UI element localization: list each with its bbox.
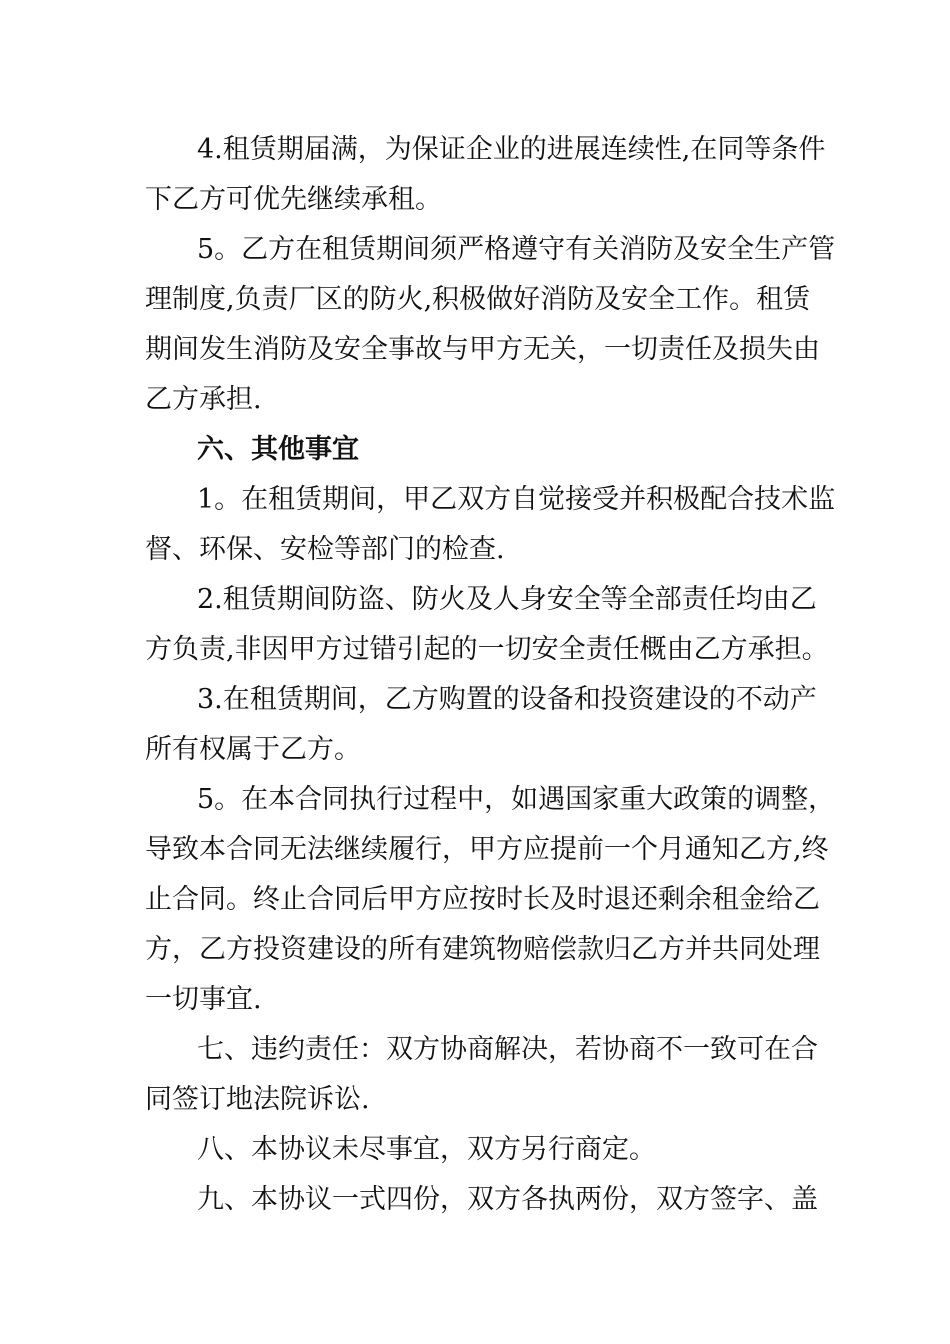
- text-line: 同签订地法院诉讼.: [145, 1084, 370, 1115]
- text-line: 督、环保、安检等部门的检查.: [145, 534, 505, 565]
- text-line: 2.租赁期间防盗、防火及人身安全等全部责任均由乙: [197, 584, 817, 615]
- text-line: 期间发生消防及安全事故与甲方无关，一切责任及损失由: [145, 334, 820, 365]
- text-line: 5。乙方在租赁期间须严格遵守有关消防及安全生产管: [197, 234, 836, 265]
- text-line: 导致本合同无法继续履行，甲方应提前一个月通知乙方,终: [145, 834, 829, 865]
- text-line: 所有权属于乙方。: [145, 734, 361, 765]
- text-line: 方，乙方投资建设的所有建筑物赔偿款归乙方并共同处理: [145, 934, 820, 965]
- text-line: 七、违约责任：双方协商解决，若协商不一致可在合: [197, 1034, 818, 1065]
- text-line: 3.在租赁期间，乙方购置的设备和投资建设的不动产: [197, 684, 817, 715]
- text-line: 4.租赁期届满，为保证企业的进展连续性,在同等条件: [197, 134, 826, 165]
- section-heading: 六、其他事宜: [197, 434, 359, 465]
- text-line: 方负责,非因甲方过错引起的一切安全责任概由乙方承担。: [145, 634, 829, 665]
- text-line: 理制度,负责厂区的防火,积极做好消防及安全工作。租赁: [145, 284, 811, 315]
- text-line: 一切事宜.: [145, 984, 262, 1015]
- text-line: 乙方承担.: [145, 384, 262, 415]
- text-line: 九、本协议一式四份，双方各执两份，双方签字、盖: [197, 1184, 818, 1215]
- text-line: 下乙方可优先继续承租。: [145, 184, 442, 215]
- text-line: 八、本协议未尽事宜，双方另行商定。: [197, 1134, 656, 1165]
- text-line: 5。在本合同执行过程中，如遇国家重大政策的调整，: [197, 784, 836, 815]
- text-line: 1。在租赁期间，甲乙双方自觉接受并积极配合技术监: [197, 484, 836, 515]
- text-line: 止合同。终止合同后甲方应按时长及时退还剩余租金给乙: [145, 884, 820, 915]
